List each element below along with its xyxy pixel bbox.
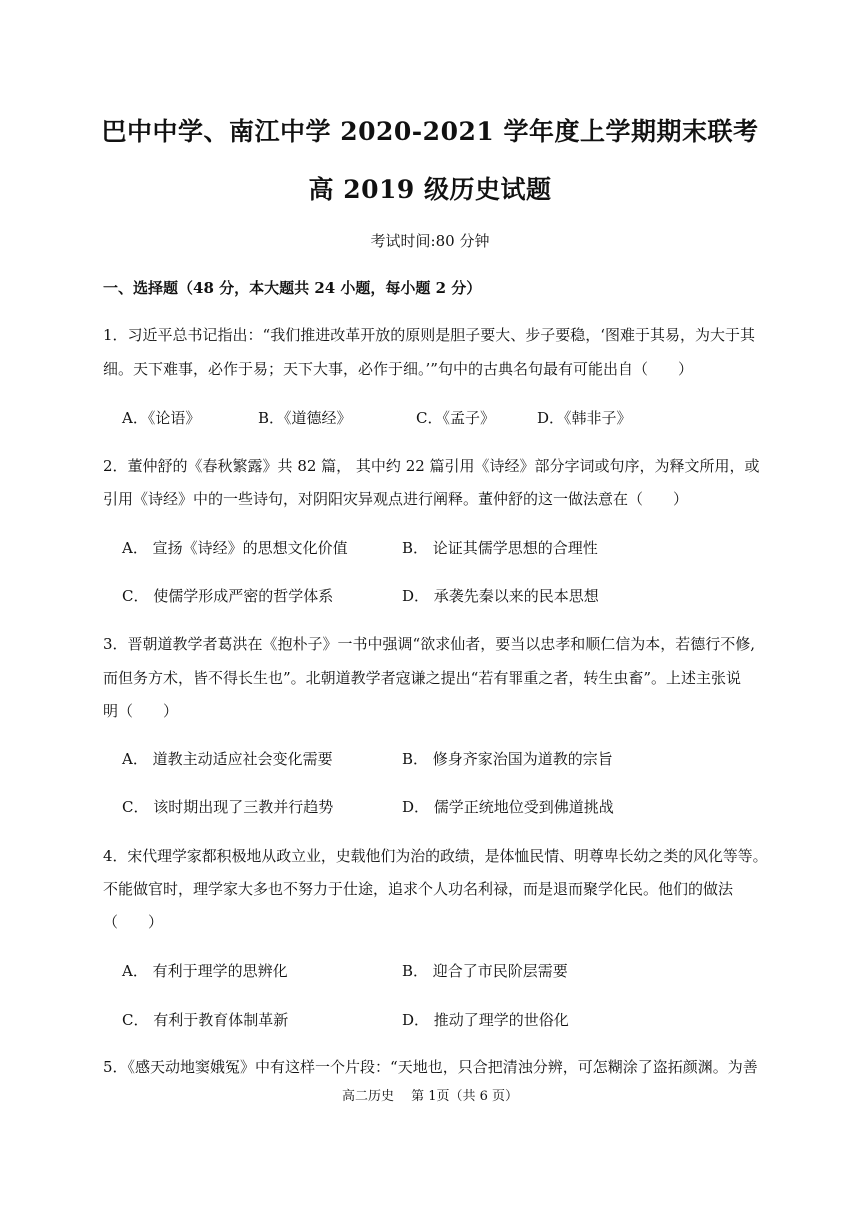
question-1-option-b: B．《道德经》 — [258, 409, 352, 427]
question-5-line-1: 5．《感天动地窦娥冤》中有这样一个片段：“天地也，只合把清浊分辨，可怎糊涂了盗拓颜渊。为善 — [103, 1058, 758, 1076]
question-4-line-2: 不能做官时，理学家大多也不努力于仕途，追求个人功名利禄，而是退而聚学化民。他们的做法 — [103, 880, 734, 898]
page-footer: 高二历史 第 1页（共 6 页） — [341, 1089, 519, 1104]
question-4-option-b: B． 迎合了市民阶层需要 — [402, 962, 568, 980]
question-4-line-3: （ ） — [103, 913, 164, 931]
question-2-line-1: 2．董仲舒的《春秋繁露》共 82 篇， 其中约 22 篇引用《诗经》部分字词或句序，为释文所用，或 — [103, 457, 760, 475]
question-3-line-3: 明（ ） — [103, 702, 179, 720]
question-2-line-2: 引用《诗经》中的一些诗句，对阴阳灾异观点进行阐释。董仲舒的这一做法意在（ ） — [103, 490, 689, 508]
question-2-option-c: C． 使儒学形成严密的哲学体系 — [122, 587, 334, 605]
question-4-line-1: 4．宋代理学家都积极地从政立业，史载他们为治的政绩，是体恤民情、明尊卑长幼之类的风化等等。 — [103, 847, 768, 865]
exam-title: 巴中中学、南江中学 2020-2021 学年度上学期期末联考 — [101, 117, 759, 146]
question-1-option-d: D．《韩非子》 — [537, 409, 632, 427]
exam-time: 考试时间:80 分钟 — [370, 232, 490, 250]
question-1-line-1: 1．习近平总书记指出：“我们推进改革开放的原则是胆子要大、步子要稳，‘图难于其易，为大于其 — [103, 326, 755, 344]
question-3-line-1: 3．晋朝道教学者葛洪在《抱朴子》一书中强调“欲求仙者，要当以忠孝和顺仁信为本，若德行不修, — [103, 635, 755, 653]
question-1-line-2: 细。天下难事，必作于易；天下大事，必作于细。’”句中的古典名句最有可能出自（ ） — [103, 360, 693, 378]
question-3-option-b: B． 修身齐家治国为道教的宗旨 — [402, 750, 613, 768]
section-heading: 一、选择题（48 分，本大题共 24 小题，每小题 2 分） — [103, 279, 482, 297]
question-3-option-d: D． 儒学正统地位受到佛道挑战 — [402, 798, 614, 816]
question-1-option-a: A．《论语》 — [122, 409, 201, 427]
question-2-option-b: B． 论证其儒学思想的合理性 — [402, 539, 598, 557]
question-2-option-d: D． 承袭先秦以来的民本思想 — [402, 587, 599, 605]
question-3-option-a: A． 道教主动适应社会变化需要 — [122, 750, 333, 768]
question-4-option-d: D． 推动了理学的世俗化 — [402, 1011, 569, 1029]
exam-subtitle: 高 2019 级历史试题 — [308, 175, 552, 204]
question-4-option-a: A． 有利于理学的思辨化 — [122, 962, 288, 980]
question-3-line-2: 而但务方术，皆不得长生也”。北朝道教学者寇谦之提出“若有罪重之者，转生虫畜”。上述主张说 — [103, 669, 742, 687]
question-1-option-c: C．《孟子》 — [416, 409, 495, 427]
question-4-option-c: C． 有利于教育体制革新 — [122, 1011, 289, 1029]
question-3-option-c: C． 该时期出现了三教并行趋势 — [122, 798, 334, 816]
question-2-option-a: A． 宣扬《诗经》的思想文化价值 — [122, 539, 348, 557]
